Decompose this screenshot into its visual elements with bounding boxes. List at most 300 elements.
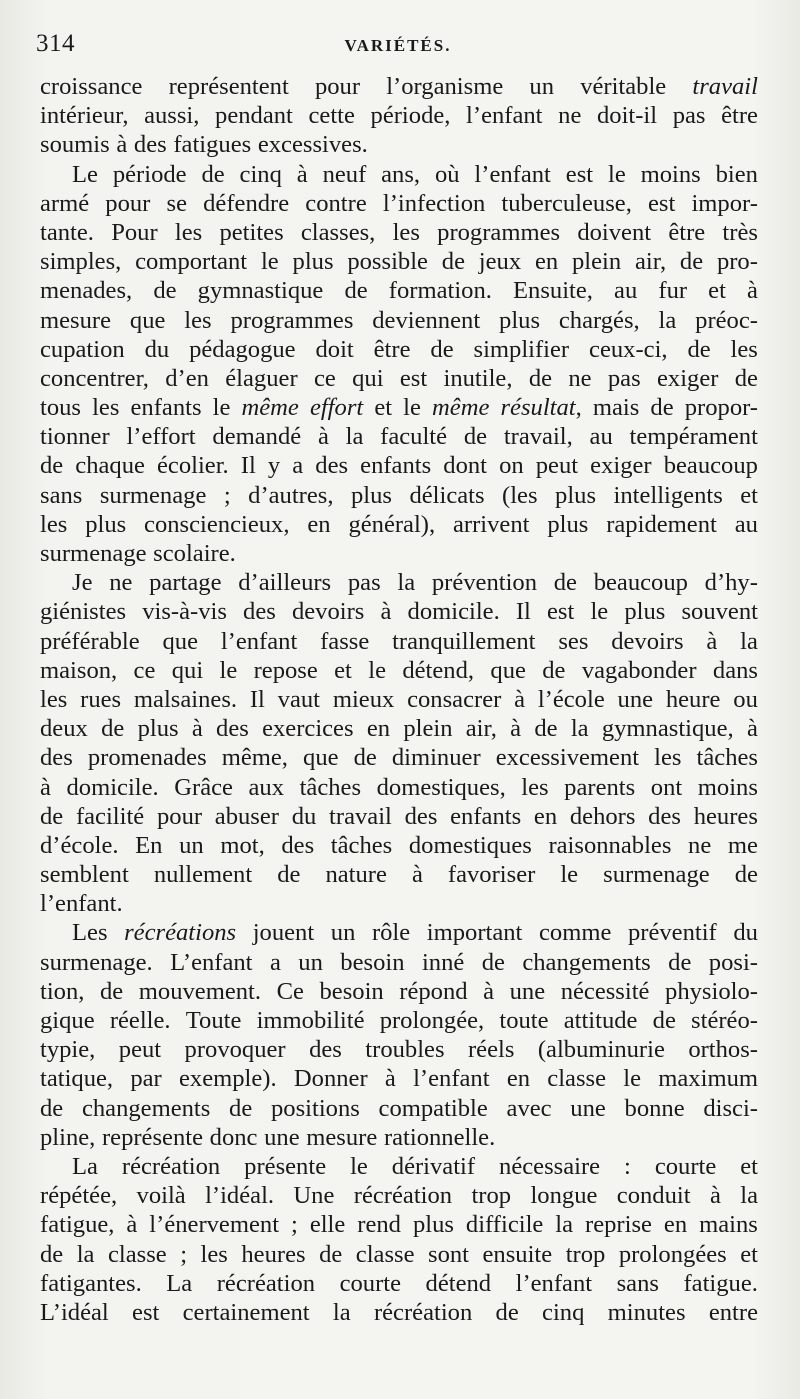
text-line [40,743,758,772]
word: de [40,452,64,480]
word: plus [499,306,541,334]
word: partage [149,569,222,597]
word: exemple). [178,1065,277,1093]
word: pline, [40,1123,96,1151]
word: où [434,160,460,188]
word: giénistes [40,598,127,626]
word: heures [693,802,758,830]
word: les [521,773,549,801]
word: parents [564,773,636,801]
word: de [481,948,505,976]
word: l’infection [382,189,486,217]
word: Il [515,598,531,626]
word: d’école. [40,831,119,859]
word: courte [654,1152,717,1180]
text-line [40,510,758,539]
text-line [40,685,758,714]
word: nécessaire [499,1152,601,1180]
word: programmes [437,218,561,246]
word: des [40,744,73,772]
word: l’enfant. [40,890,123,918]
word: est [647,189,676,217]
word: faculté [380,423,448,451]
word: et [740,1240,758,1268]
word: Toute [185,1007,242,1034]
word: période, [370,102,451,130]
word: cinq [542,1298,585,1326]
word: simples, [40,248,122,276]
word: abuser [214,802,279,830]
word: des [648,802,681,830]
word: à [746,715,758,743]
word: la [658,306,677,334]
word: pour [156,802,203,830]
word: jouent [252,919,315,947]
word: consciencieux, [144,510,290,538]
word: surmenage [99,481,207,509]
word: provoquer [184,1036,286,1064]
word: Il [240,452,256,480]
word: en [534,248,559,276]
word: inné [421,948,465,976]
word: rend [357,1211,401,1239]
word: de [679,248,704,276]
word: l’enfant [515,1269,593,1297]
text-line [40,101,758,130]
word: comme [538,919,612,947]
word: tante. [40,218,94,246]
word: le [219,656,238,684]
word: (albuminurie [537,1036,665,1064]
word: souvent [681,598,758,626]
word: des [309,1036,342,1064]
word: impor- [691,189,758,217]
text-line [40,1123,758,1152]
word: pas [672,102,706,130]
word: surmenage [603,861,710,889]
word: rationnelle. [383,1123,496,1151]
text-line [40,247,758,276]
word: que [490,656,526,684]
word: travail, [503,423,573,451]
word: une [264,1123,300,1151]
word: d’ailleurs [238,569,332,597]
word: sans [616,1269,659,1297]
word: les [392,218,420,246]
word: Les [72,919,108,947]
word: intérieur, [40,102,129,130]
word: un [529,73,555,100]
word: doivent [577,218,652,246]
word: l’énervement [149,1211,280,1239]
word: classes, [300,218,376,246]
word: mains [699,1211,758,1239]
word: prolongée, [379,1007,485,1034]
word: travail [329,802,392,830]
word: ne [568,364,592,392]
word: de [40,1240,64,1268]
word: un [179,831,204,859]
text-line [40,1298,758,1327]
word: mesure [40,306,112,334]
word: être [721,102,758,130]
word: à [126,1211,138,1239]
word: l’école [537,685,605,713]
word: mot, [220,831,265,859]
word: tuberculeuse, [501,189,632,217]
word: et [740,1152,758,1180]
word: d’autres, [248,481,334,509]
word: ; [180,1240,188,1268]
text-line [40,802,758,831]
page-number: 314 [36,30,75,57]
word: qui [171,656,204,684]
word: Il [249,685,265,713]
word: de [277,861,301,889]
word: courte [339,1269,402,1297]
text-line [40,218,758,247]
word: à [709,1182,721,1210]
word: pro- [716,248,758,276]
word: croissance [40,73,143,100]
word: plus [137,715,179,743]
word: à [384,1065,396,1093]
word: à [411,861,423,889]
word: préoc- [695,306,758,334]
text-line [40,627,758,656]
word: semblent [40,861,129,889]
word: plus [555,481,597,509]
word: Pour [111,218,158,246]
word: Je [72,569,93,597]
word: est [547,598,575,626]
text-line [40,72,758,101]
word: En [135,831,163,859]
word: en [366,715,391,743]
word: formation. [388,277,492,305]
word: à [296,160,308,188]
word: d’hy- [704,569,758,597]
word: rôle [371,919,411,947]
word: promenades [87,744,207,772]
word: soumis [40,131,110,159]
word: de [553,569,577,597]
word: possible [347,248,428,276]
word: me [727,831,758,859]
word: le [590,598,609,626]
word: de [734,364,758,392]
word: beaucoup [663,452,758,480]
word: on [499,452,524,480]
text-line [40,481,758,510]
word: du [144,335,170,363]
word: air, [634,248,667,276]
word: très [722,218,758,246]
word: en [533,802,558,830]
word: de [534,715,558,743]
word: Ensuite, [513,277,593,305]
word: l’idéal. [205,1182,275,1210]
word: répétée, [40,1182,118,1210]
word: récréations [124,919,237,947]
word: tâches [299,773,362,801]
word: et [334,656,352,684]
word: petites [219,218,284,246]
word: de [430,335,454,363]
word: tous [40,394,81,422]
text-line [40,1064,758,1093]
word: dans [712,656,758,684]
word: positions [270,1094,360,1122]
word: de [668,948,692,976]
text-line [40,1006,758,1035]
word: besoin [319,977,384,1005]
word: difficile [465,1211,544,1239]
word: de [463,423,488,451]
text-line [40,889,758,918]
word: de [40,802,64,830]
word: exiger [590,452,652,480]
word: comportant [135,248,248,276]
word: préférable [40,627,140,655]
word: le [607,160,626,188]
word: le [560,861,579,889]
word: ; [223,481,231,509]
word: nécessité [560,977,650,1005]
word: à [317,423,329,451]
text-line [40,1152,758,1181]
text-line [40,773,758,802]
word: plein [403,715,453,743]
word: véritable [580,73,667,100]
word: physiolo- [665,977,758,1005]
word: de [652,1007,676,1034]
word: du [733,919,758,947]
word: domicile. [407,598,500,626]
word: consacrer [407,685,502,713]
word: important [426,919,523,947]
word: sans [40,481,83,509]
word: elle [309,1211,346,1239]
word: vis-à-vis [142,598,227,626]
word: chaque [75,452,145,480]
word: maison, [40,656,118,684]
word: les [654,744,682,772]
word: conduit [616,1182,691,1210]
word: domicile. [66,773,159,801]
word: à [514,685,526,713]
text-line [40,656,758,685]
word: le [623,1065,642,1093]
word: de [687,335,711,363]
word: troubles [365,1036,445,1064]
word: rues [80,685,122,713]
word: pour [314,73,361,100]
word: bien [715,160,758,188]
word: y [267,452,281,480]
word: La [166,1269,193,1297]
word: besoin [340,948,405,976]
word: Grâce [174,773,233,801]
word: les [40,510,68,538]
word: inutile, [443,364,513,392]
word: sont [428,1240,470,1268]
word: favoriser [447,861,536,889]
word: plus [412,1211,454,1239]
word: en [307,510,331,538]
word: détend, [402,656,475,684]
word: détend [425,1269,492,1297]
text-line [40,977,758,1006]
word: récréation [353,1182,453,1210]
word: de [99,977,124,1005]
word: une [617,685,654,713]
text-line [40,364,758,393]
text-line [40,860,758,889]
word: général), [348,510,436,538]
word: moins [640,160,701,188]
word: surmenage. [40,948,153,976]
word: à [116,131,128,159]
word: préventif [627,919,717,947]
word: à [483,977,495,1005]
word: excessives. [257,131,368,159]
word: L’enfant [170,948,253,976]
word: plus [547,510,589,538]
word: délicats [409,481,485,509]
word: une [509,977,546,1005]
word: demandé [212,423,302,451]
word: contre [305,189,367,217]
word: plus [624,598,666,626]
word: La [72,1152,98,1180]
word: que [162,627,198,655]
word: les [184,306,212,334]
word: gymnastique, [601,715,734,743]
word: en [506,1065,531,1093]
word: au [734,510,758,538]
word: même [432,394,490,422]
word: tionner [40,423,110,451]
word: l’enfant [220,627,298,655]
text-line [40,1210,758,1239]
text-line [40,189,758,218]
text-line [40,568,758,597]
word: de [201,160,225,188]
word: plus [292,248,334,276]
word: rapidement [606,510,717,538]
word: l’effort [126,423,196,451]
word: plein [571,248,622,276]
word: doit-il [596,102,658,130]
word: certainement [182,1298,310,1326]
word: les [40,685,68,713]
word: l’enfant [413,1065,490,1093]
word: aussi, [144,102,200,130]
word: tâches [696,744,758,772]
word: raisonnables [548,831,672,859]
word: longue [530,1182,598,1210]
word: du [291,802,317,830]
word: les [200,1240,228,1268]
word: nullement [153,861,253,889]
word: repose [253,656,318,684]
word: beaucoup [593,569,688,597]
word: élaguer [225,364,298,392]
word: ce [313,364,336,392]
word: représentent [168,73,289,100]
word: au [589,423,613,451]
word: a [269,948,281,976]
word: classe [107,1240,167,1268]
text-line [40,1094,758,1123]
text-line [40,335,758,364]
word: effort [309,394,364,422]
word: gique [40,1007,95,1034]
word: la [740,627,758,655]
word: le [350,1152,368,1180]
word: Donner [293,1065,368,1093]
word: gymnastique [197,277,324,305]
word: facilité [75,802,145,830]
word: ; [291,1211,298,1239]
word: deviennent [372,306,481,334]
text-line [40,1181,758,1210]
word: mieux [332,685,395,713]
word: récréation [216,1269,316,1297]
word: est [132,1298,160,1326]
word: même, [221,744,288,772]
word: air, [465,715,497,743]
word: des [243,598,276,626]
word: peut [535,452,579,480]
word: de [650,394,674,422]
word: pendant [215,102,293,130]
text-line [40,918,758,947]
word: répond [399,977,468,1005]
word: simplifier [473,335,570,363]
word: à [510,715,522,743]
word: Le [72,160,98,188]
word: ne [688,831,712,859]
word: la [555,1211,574,1239]
word: heure [665,685,721,713]
word: au [614,277,638,305]
word: le [403,394,421,422]
word: L’idéal [40,1298,109,1326]
word: se [166,189,187,217]
word: Ce [276,977,304,1005]
text-line [40,714,758,743]
word: enfants [360,452,432,480]
word: exiger [656,364,719,392]
word: jeux [478,248,522,276]
word: (les [502,481,538,509]
word: des [404,802,438,830]
word: armé [40,189,90,217]
word: changements [81,1094,211,1122]
word: changements [522,948,651,976]
word: trop [565,1240,606,1268]
word: la [570,715,589,743]
word: enfants [130,394,202,422]
word: fatigues [173,131,252,159]
text-line [40,306,758,335]
word: dehors [569,802,636,830]
word: est [399,364,428,392]
word: ne [109,569,133,597]
word: prévention [431,569,538,597]
